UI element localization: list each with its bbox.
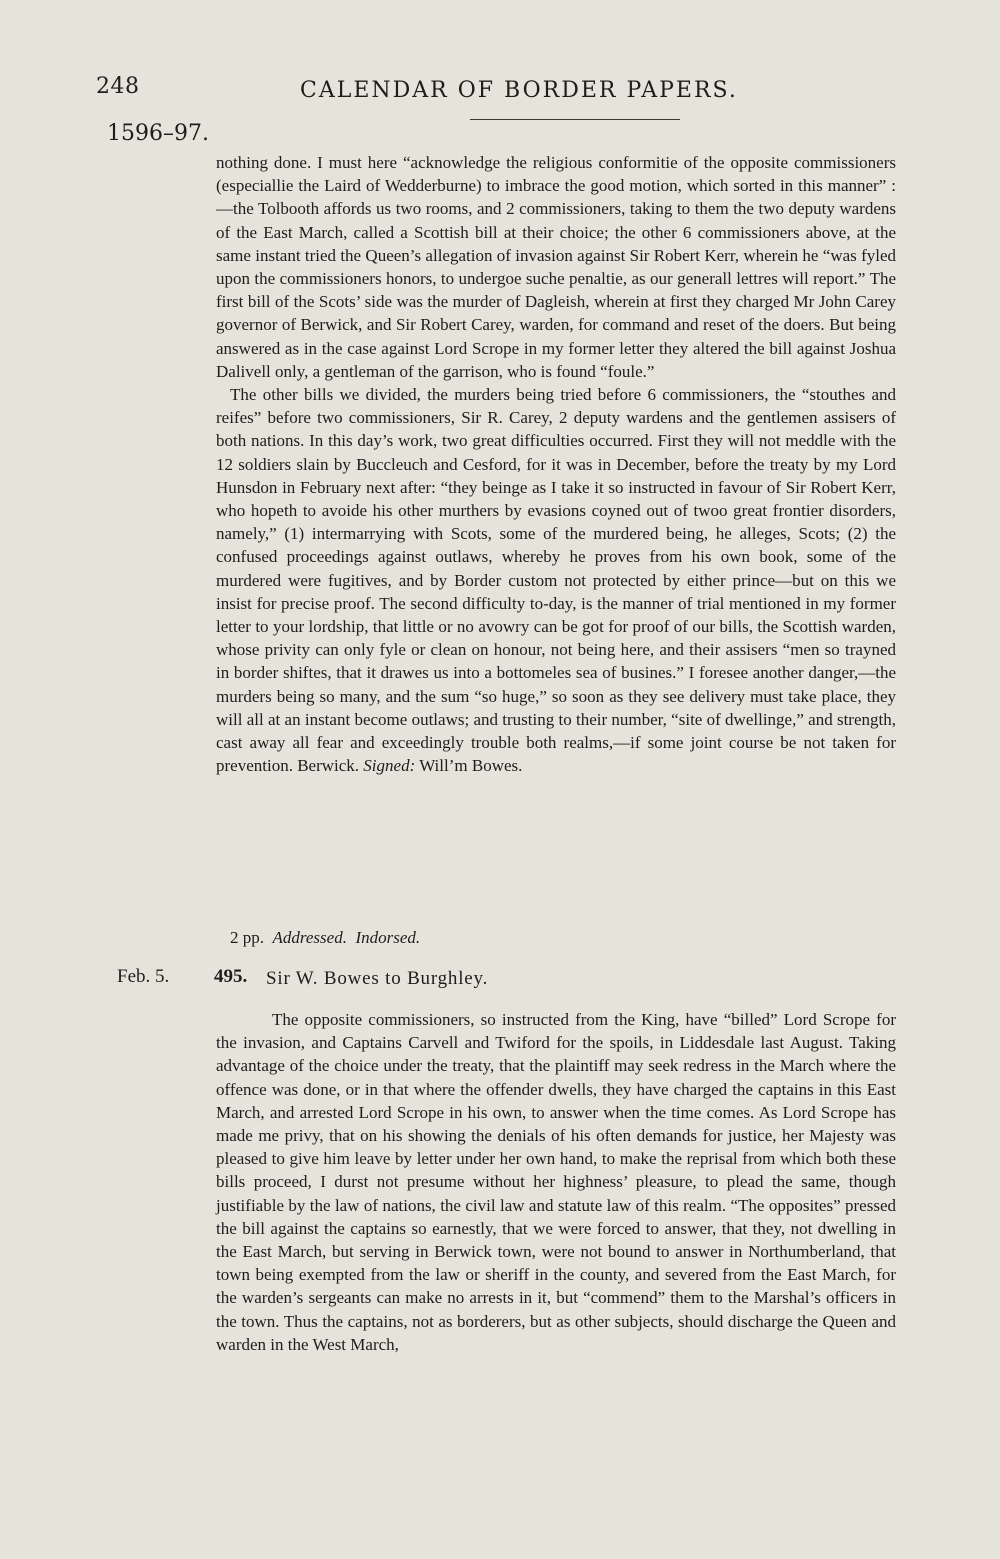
letter-note	[230, 928, 420, 948]
entry-heading: Sir W. Bowes to Burghley.	[266, 968, 489, 989]
signed-label: Signed:	[363, 756, 416, 776]
signature: Will’m Bowes.	[419, 756, 523, 776]
continued-letter-body	[216, 151, 896, 777]
entry-number: 495.	[214, 966, 248, 987]
page-number: 248	[96, 74, 140, 99]
letter-paragraph-1: nothing done. I must here “acknowledge the religious conformitie of the opposite commissioners (especiallie the Laird of Wedderburne) to imbrace the good motion, which sorted in this manner” :—the Tolbooth affords us two rooms, and 2 commissioners, taking to them the two deputy wardens of the East March, called a Scottish bill at their choice; the other 6 commissioners above, at the same instant tried the Queen’s allegation of invasion against Sir Robert Kerr, wherein he “was fyled upon the commissioners honors, to undergoe suche penaltie, as our generall lettres will report.” The first bill of the Scots’ side was the murder of Dagleish, wherein at first they charged Mr John Carey governor of Berwick, and Sir Robert Carey, warden, for command and reset of the doers. But being answered as in the case against Lord Scrope in my former letter they altered the bill against Joshua Dalivell only, a gentleman of the garrison, who is found “foule.”	[216, 153, 896, 381]
letter-paragraph-2	[216, 383, 896, 777]
note-indorsed: Indorsed.	[355, 928, 421, 947]
running-title: CALENDAR OF BORDER PAPERS.	[300, 78, 738, 103]
entry-paragraph: The opposite commissioners, so instructed from the King, have “billed” Lord Scrope for the invasion, and Captains Carvell and Twiford for the spoils, in Liddesdale last August. Taking advantage of the choice under the treaty, that the plaintiff may seek redress in the March where the offence was done, or in that where the offender dwells, they have charged the captains in this East March, and arrested Lord Scrope in his own, to answer when the time comes. As Lord Scrope has made me privy, that on his showing the denials of his often demands for justice, her Majesty was pleased to give him leave by letter under her own hand, to make the reprisal from which both these bills proceed, I durst not presume without her highness’ pleasure, to plead the same, though justifiable by the law of nations, the civil law and statute law of this realm. “The opposites” pressed the bill against the captains so earnestly, that we were forced to answer, that they, not dwelling in the East March, but serving in Berwick town, were not bound to answer in Northumberland, that town being exempted from the law or sheriff in the county, and severed from the East March, for the warden’s sergeants can make no arrests in it, but “commend” them to the Marshal’s officers in the town. Thus the captains, not as borderers, but as other subjects, should discharge the Queen and warden in the West March,	[216, 1010, 896, 1354]
margin-year: 1596–97.	[107, 121, 209, 146]
header-rule	[470, 119, 680, 120]
letter-paragraph-2-text: The other bills we divided, the murders being tried before 6 commissioners, the “stouthes and reifes” before two commissioners, Sir R. Carey, 2 deputy wardens and the gentlemen assisers of both nations. In this day’s work, two great difficulties occurred. First they will not meddle with the 12 soldiers slain by Buccleuch and Cesford, for it was in December, before the treaty by my Lord Hunsdon in February next after: “they beinge as I take it so instructed in favour of Sir Robert Kerr, who hopeth to avoide his other murthers by evasions coyned out of twoo great frontier disorders, namely,” (1) intermarrying with Scots, some of the murdered being, he alleges, Scots; (2) the confused proceedings against outlaws, whereby he proves from his own book, some of the murdered were fugitives, and by Border custom not protected by either prince—but on this we insist for precise proof. The second difficulty to-day, is the manner of trial mentioned in my former letter to your lordship, that little or no avowry can be got for proof of our bills, the Scottish warden, whose privity can only fyle or clean on honour, not being here, and their assisers “men so trayned in border shiftes, that it drawes us into a bottomeles sea of busines.” I foresee another danger,—the murders being so many, and the sum “so huge,” so soon as they see delivery must take place, they will all at an instant become outlaws; and trusting to their number, “site of dwellinge,” and strength, cast away all fear and exceedingly trouble both realms,—if some joint course be not taken for prevention. Berwick.	[216, 385, 896, 776]
note-pages: 2 pp.	[230, 928, 264, 947]
entry-date: Feb. 5.	[117, 966, 170, 987]
note-addressed: Addressed.	[272, 928, 347, 947]
entry-body	[216, 1008, 896, 1356]
